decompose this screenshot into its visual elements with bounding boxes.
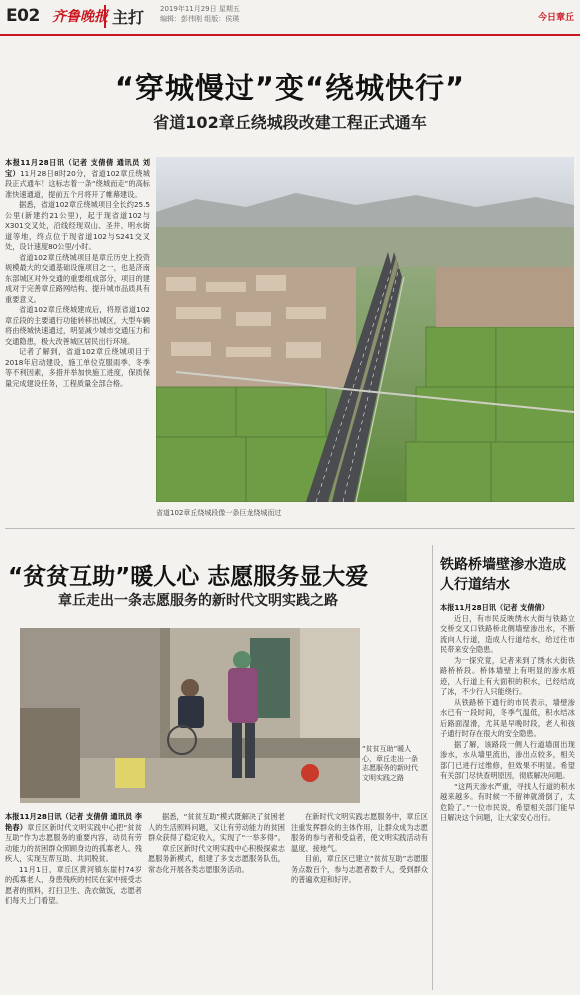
- masthead: [0, 0, 580, 36]
- article2-headline: “贫贫互助”暖人心 志愿服务显大爱: [8, 564, 369, 590]
- article3-paragraph: “这两天渗水严重，寻找人行道的积水越来越多。有时候一不留神就滑倒了，太危险了。”一位市民说，希望相关部门能早日解决这个问题，让大家安心出行。: [440, 781, 575, 822]
- editor-credit: 编辑：彭伟刚 组版：侯瑛: [160, 15, 240, 23]
- article3-body: [440, 603, 575, 991]
- article1-body: [5, 158, 150, 528]
- article1-paragraph: 省道102章丘绕城建成后，将原省道102章丘段的主要通行功能转移出城区，大型车辆将由绕城快速通过，明显减少城市交通压力和交通隐患，极大改善城区居民出行环境。: [5, 305, 150, 346]
- photo1-caption: 省道102章丘绕城段像一条巨龙绕城而过: [156, 509, 282, 517]
- issue-meta: [160, 4, 240, 24]
- article3-paragraph: 据了解，该路段一侧人行道墙面出现渗水，水从墙里流出，渗出点较多，相关部门已进行过维修，但效果不明显。希望有关部门尽快查明原因，彻底解决问题。: [440, 739, 575, 780]
- article1-lead: 本报11月28日讯（记者 支倩倩 通讯员 刘宝）11月28日8时20分，省道102章丘绕城段正式通车！这标志着一条“绕城而走”的高标准快速通道，提前五个月将开了帷幕建设。: [5, 158, 150, 199]
- article1-paragraph: 记者了解到，省道102章丘绕城项目于2018年启动建设，施工单位克服雨季、冬季等不利因素，多措并举加快施工进度，保质保量完成建设任务，工程质量全部合格。: [5, 347, 150, 388]
- photo2-caption: “贫贫互助”暖人心，章丘走出一条志愿服务的新时代文明实践之路: [362, 745, 418, 782]
- section-divider: [5, 528, 575, 529]
- edition-tag: 今日章丘: [537, 13, 574, 23]
- article3-byline: 本报11月28日讯（记者 支倩倩）: [440, 603, 549, 612]
- article1-paragraph: 省道102章丘绕城项目是章丘历史上投资规模最大的交通基础设施项目之一，也是济南东部城区对外交通的重要组成部分，项目的建成对于完善章丘路网结构、提升城市品质具有重要意义。: [5, 252, 150, 304]
- article2-byline: 本报11月28日讯（记者 支倩倩 通讯员 李艳春）: [5, 812, 142, 832]
- main-headline: “穿城慢过”变“绕城快行”: [114, 71, 466, 105]
- article2-paragraph: 11月1日，章丘区黄河镇东崖村74岁的孤寡老人、身患残疾的村民在家中接受志愿者的照料，打扫卫生、洗衣做饭，志愿者们每天上门看望。: [5, 864, 142, 905]
- main-subheadline: 省道102章丘绕城段改建工程正式通车: [153, 113, 427, 132]
- article1-paragraph: 据悉，省道102章丘绕城项目全长约25.5公里(新建约21公里)，起于现省道102与X301交叉处，沿线经现双山、圣井、明水街道等地，终点位于现省道102与S241交叉处，设计速度80公里/小时。: [5, 200, 150, 251]
- article2-paragraph: 据悉，“贫贫互助”模式既解决了贫困老人的生活照料问题，又让有劳动能力的贫困群众获得了稳定收入，实现了“一举多得”。: [148, 812, 285, 842]
- article2-column-1: [5, 812, 142, 992]
- article2-paragraph: 在新时代文明实践志愿服务中，章丘区注重发挥群众的主体作用，让群众成为志愿服务的参与者和受益者，使文明实践活动有温度、接地气。: [291, 812, 428, 853]
- volunteer-photo: [20, 628, 360, 803]
- article2-subheadline: 章丘走出一条志愿服务的新时代文明实践之路: [58, 593, 338, 609]
- aerial-highway-photo: [156, 157, 574, 502]
- article3-headline: 铁路桥墙壁渗水造成人行道结水: [440, 557, 566, 593]
- issue-date: 2019年11月29日 星期五: [160, 5, 240, 13]
- section-title: 主打: [104, 5, 144, 28]
- article2-column-2: [148, 812, 285, 992]
- article2-column-3: [291, 812, 428, 992]
- volunteer-photo-illustration: [20, 628, 360, 803]
- article3-paragraph: 为一探究竟，记者来到了绣水大街铁路桥桥段。桥体墙壁上有明显的渗水痕迹，人行道上有大面积的积水，已经结成了冰，不少行人只能绕行。: [440, 655, 575, 696]
- newspaper-logo: 齐鲁晚报: [52, 9, 108, 25]
- article3-paragraph: 从铁路桥下通行的市民表示，墙壁渗水已有一段时间，冬季气温低，积水结冰后路面湿滑，尤其是早晚时段，老人和孩子通行时存在很大的安全隐患。: [440, 697, 575, 738]
- article3-paragraph: 近日，有市民反映绣水大街与铁路立交桥交叉口铁路桥北侧墙壁渗出水，不断流向人行道，造成人行道结水，给过往市民带来安全隐患。: [440, 613, 575, 654]
- article2-paragraph: 章丘区新时代文明实践中心积极探索志愿服务新模式，组建了多支志愿服务队伍，常态化开展各类志愿服务活动。: [148, 843, 285, 874]
- article2-lead: 本报11月28日讯（记者 支倩倩 通讯员 李艳春）章丘区新时代文明实践中心把“贫贫互助”作为志愿服务的重要内容，动员有劳动能力的贫困群众照顾身边的孤寡老人、残疾人，实现互帮互助、共同脱贫。: [5, 812, 142, 863]
- page-number: E02: [6, 6, 40, 26]
- article1-byline: 本报11月28日讯（记者 支倩倩 通讯员 刘宝）: [5, 158, 150, 178]
- article2-paragraph: 目前，章丘区已建立“贫贫互助”志愿服务点数百个，参与志愿者数千人，受到群众的普遍欢迎和好评。: [291, 854, 428, 884]
- column-divider: [432, 545, 433, 990]
- aerial-photo-illustration: [156, 157, 574, 502]
